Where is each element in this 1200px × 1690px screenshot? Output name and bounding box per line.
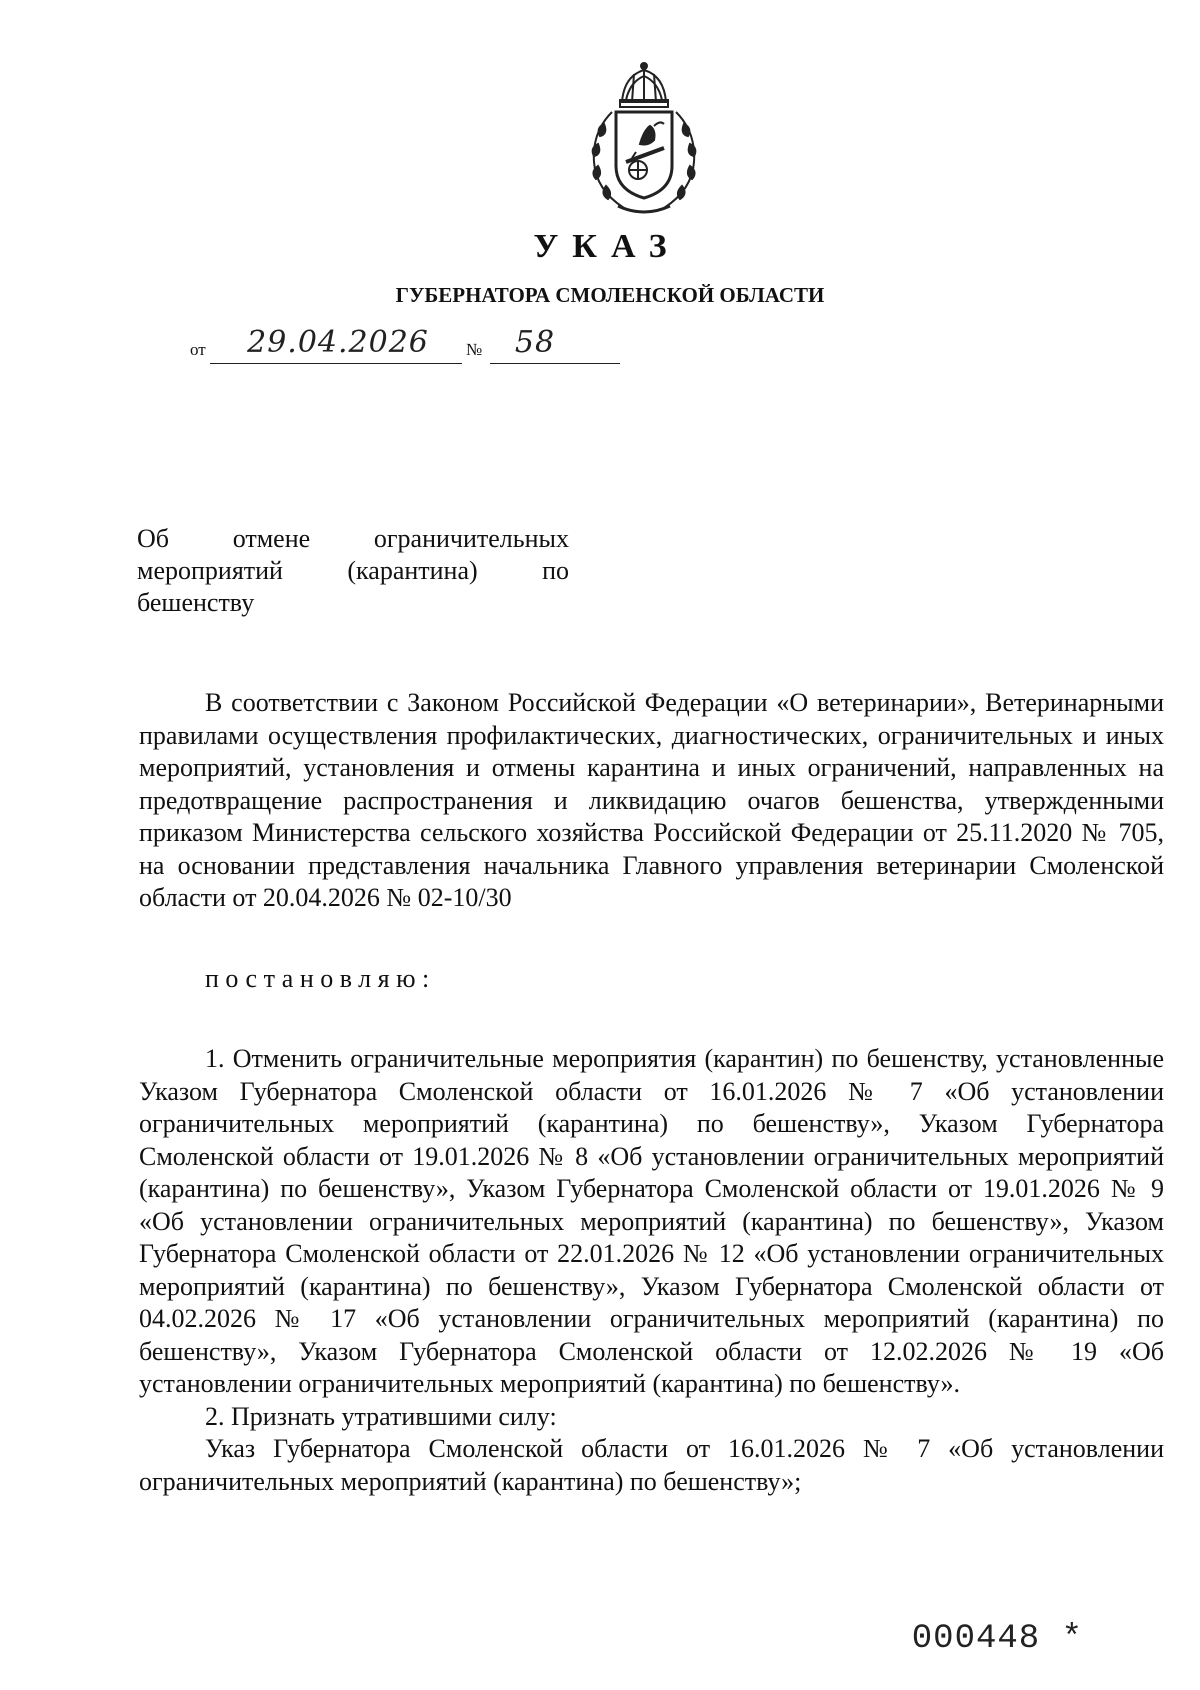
handwritten-number: 58	[514, 325, 556, 360]
serial-number: 000448 *	[911, 1620, 1083, 1658]
date-number-line	[190, 325, 620, 364]
number-label: №	[466, 340, 483, 359]
item-1-paragraph: 1. Отменить ограничительные мероприятия (карантин) по бешенству, установленные Указом Губернатора Смоленской области от 16.01.2026 № 7 «Об установлении ограничительных мероприятий (карантина) по бешенству», Указом Губернатора Смоленской области от 19.01.2026 № 8 «Об установлении ограничительных мероприятий (карантина) по бешенству», Указом Губернатора Смоленской области от 19.01.2026 № 9 «Об установлении ограничительных мероприятий (карантина) по бешенству», Указом Губернатора Смоленской области от 22.01.2026 № 12 «Об установлении ограничительных мероприятий (карантина) по бешенству», Указом Губернатора Смоленской области от 04.02.2026 № 17 «Об установлении ограничительных мероприятий (карантина) по бешенству», Указом Губернатора Смоленской области от 12.02.2026 № 19 «Об установлении ограничительных мероприятий (карантина) по бешенству».	[139, 1044, 1164, 1398]
date-underline	[210, 363, 462, 364]
subject-line	[137, 523, 569, 555]
item-2-subparagraph: Указ Губернатора Смоленской области от 16.01.2026 № 7 «Об установлении ограничительных мероприятий (карантина) по бешенству»;	[139, 1434, 1164, 1496]
handwritten-date: 29.04.2026	[247, 325, 429, 360]
date-label: от	[190, 340, 206, 359]
document-title: УКАЗ	[533, 228, 681, 265]
document-body	[139, 687, 1164, 1498]
item-2-paragraph: 2. Признать утратившими силу:	[205, 1401, 557, 1431]
subject-word: Об	[137, 524, 170, 553]
document-subject	[137, 523, 569, 619]
smolensk-coat-of-arms-emblem	[574, 62, 714, 220]
subject-line	[137, 555, 569, 587]
decree-word: постановляю:	[205, 963, 436, 993]
document-subtitle: ГУБЕРНАТОРА СМОЛЕНСКОЙ ОБЛАСТИ	[395, 283, 825, 307]
subject-word: (карантина)	[347, 556, 478, 585]
subject-word: по	[542, 556, 569, 585]
subject-word: отмене	[232, 524, 311, 553]
subject-line: бешенству	[137, 588, 255, 617]
subject-word: ограничительных	[373, 524, 569, 553]
preamble-paragraph: В соответствии с Законом Российской Федерации «О ветеринарии», Ветеринарными правилами осуществления профилактических, диагностических, ограничительных и иных мероприятий, установления и отмены карантина и иных ограничений, направленных на предотвращение распространения и ликвидацию очагов бешенства, утвержденными приказом Министерства сельского хозяйства Российской Федерации от 25.11.2020 № 705, на основании представления начальника Главного управления ветеринарии Смоленской области от 20.04.2026 № 02-10/30	[139, 688, 1164, 912]
number-underline	[490, 363, 620, 364]
subject-word: мероприятий	[137, 556, 283, 585]
